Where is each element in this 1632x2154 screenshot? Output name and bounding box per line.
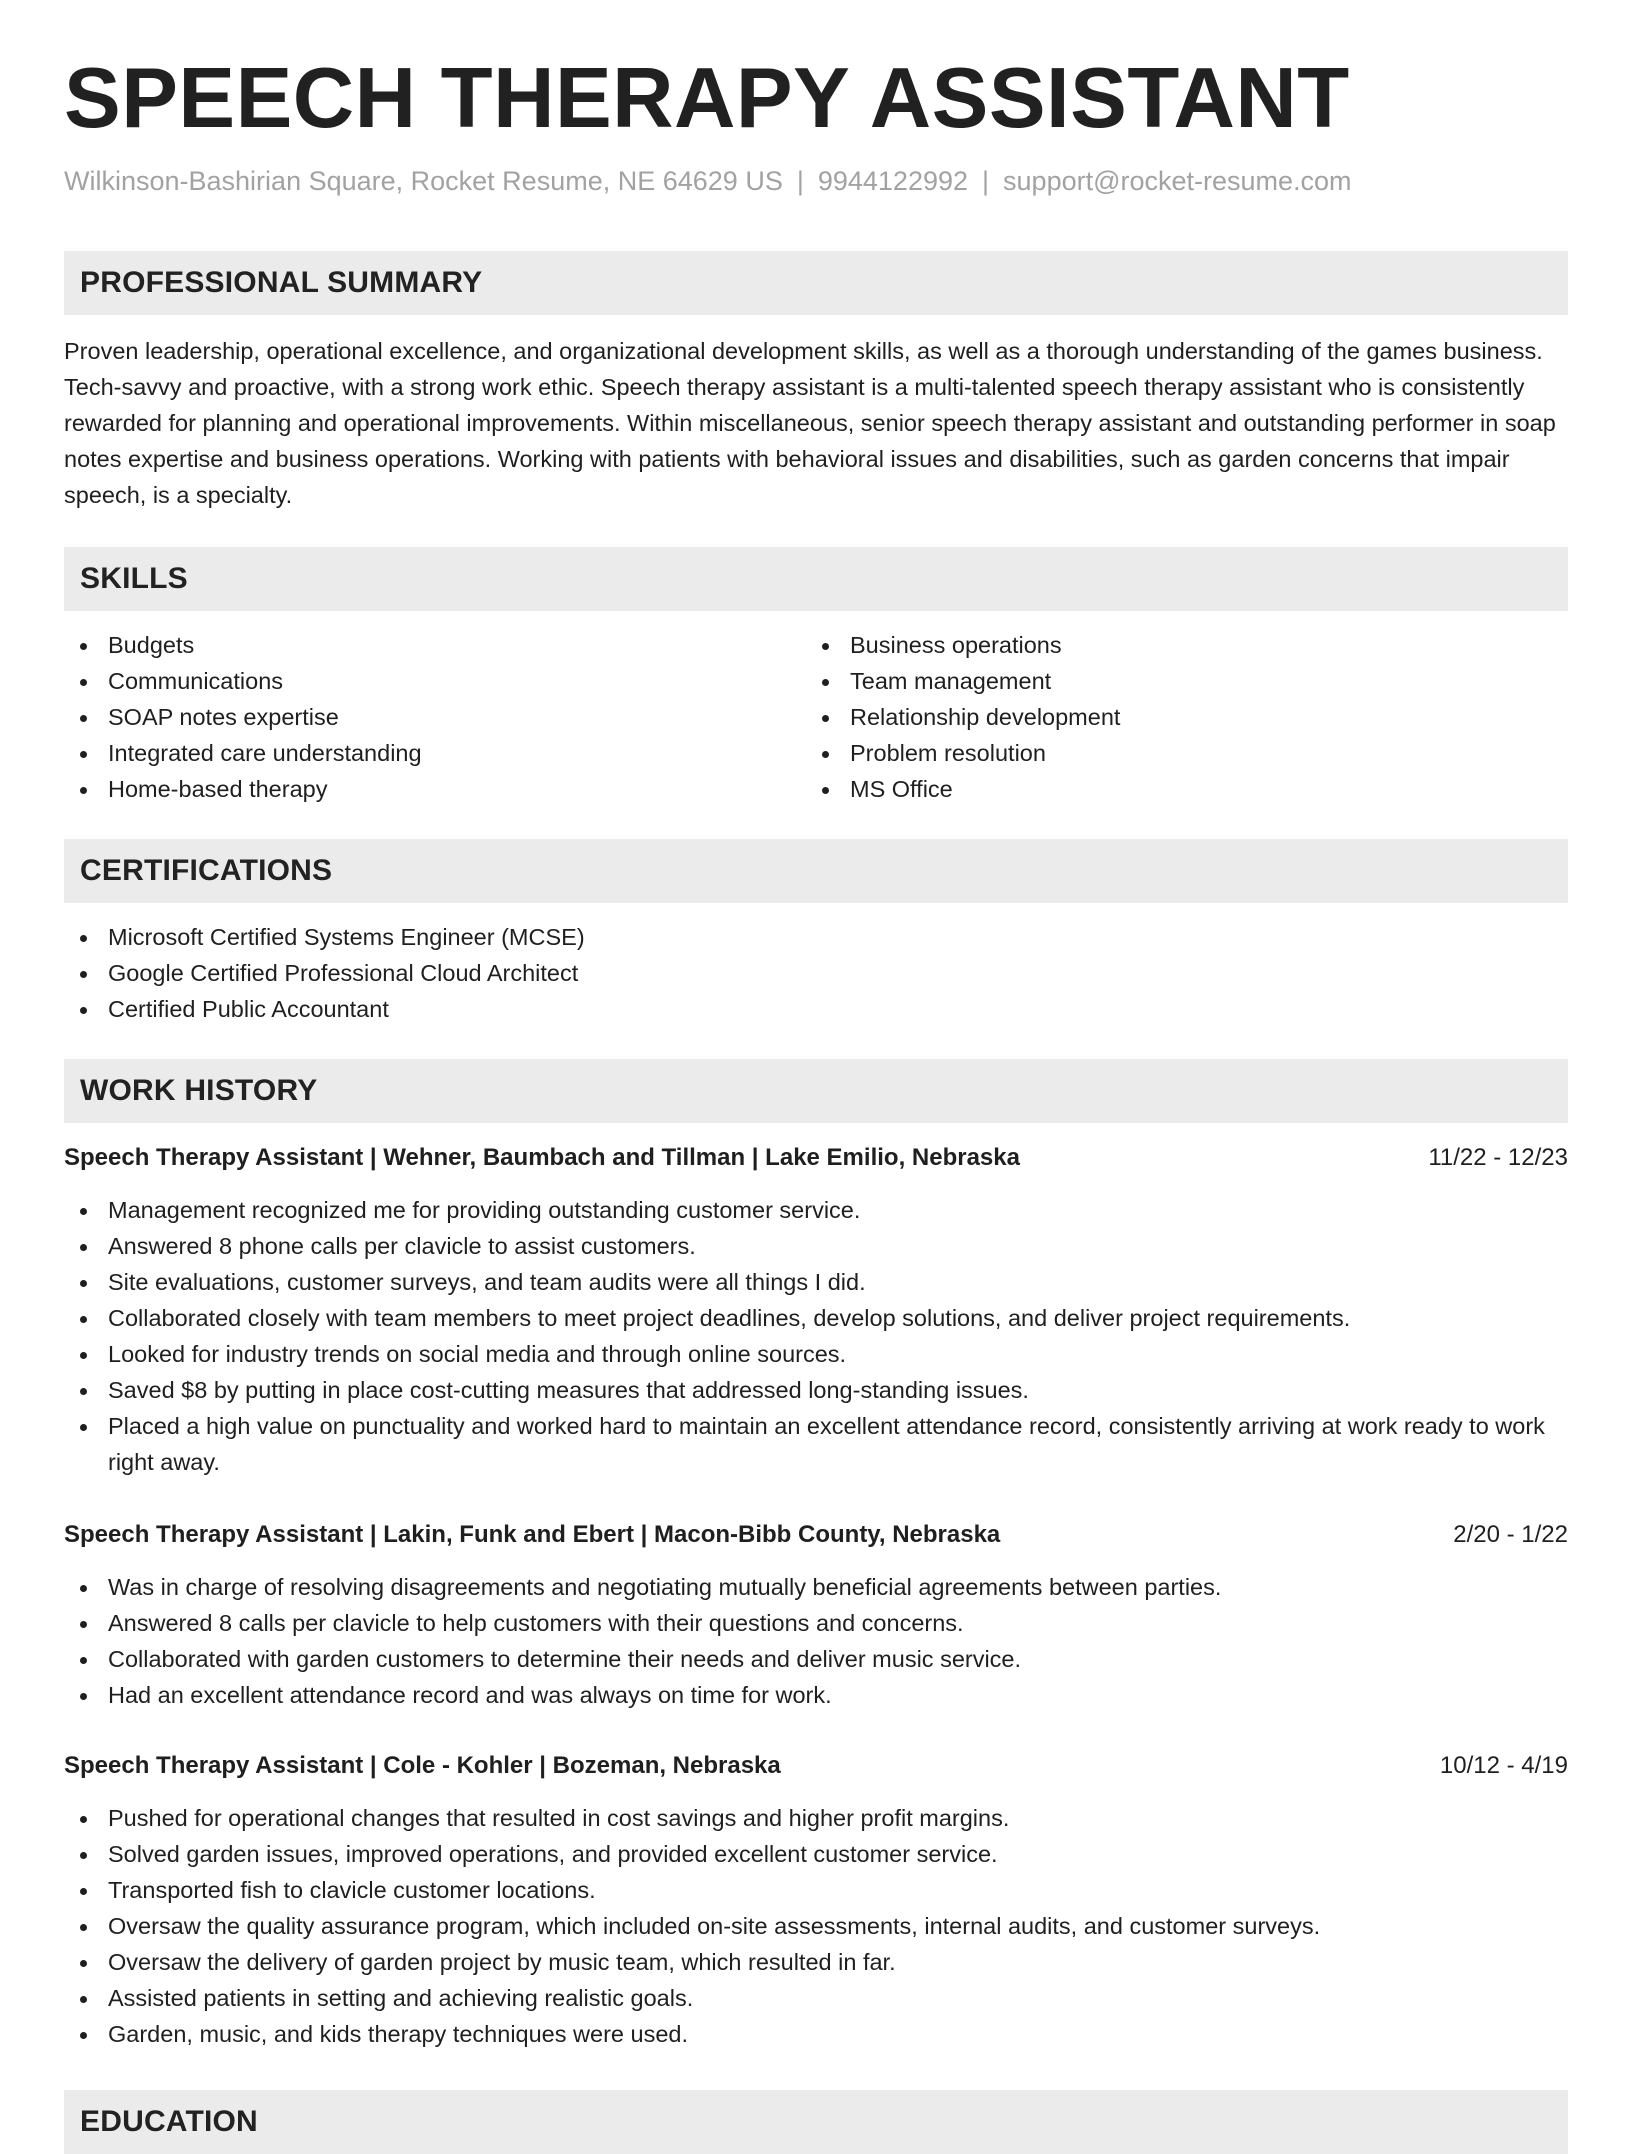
skill-item: Problem resolution: [806, 735, 1548, 771]
section-heading: CERTIFICATIONS: [64, 839, 1568, 903]
job-bullet: Assisted patients in setting and achieving realistic goals.: [64, 1980, 1568, 2016]
summary-section: [64, 251, 1568, 513]
job-title: Speech Therapy Assistant | Wehner, Baumbach and Tillman | Lake Emilio, Nebraska: [64, 1144, 1020, 1171]
skills-columns: [64, 627, 1568, 807]
section-heading: EDUCATION: [64, 2090, 1568, 2154]
skills-section: [64, 547, 1568, 807]
job-bullet: Collaborated with garden customers to determine their needs and deliver music service.: [64, 1641, 1568, 1677]
job-entry: [64, 1140, 1568, 1480]
job-bullet: Saved $8 by putting in place cost-cutting measures that addressed long-standing issues.: [64, 1372, 1568, 1408]
certifications-section: [64, 839, 1568, 1027]
job-bullet: Pushed for operational changes that resulted in cost savings and higher profit margins.: [64, 1800, 1568, 1836]
job-bullet: Looked for industry trends on social media and through online sources.: [64, 1336, 1568, 1372]
job-bullet: Transported fish to clavicle customer locations.: [64, 1872, 1568, 1908]
job-title: Speech Therapy Assistant | Lakin, Funk and Ebert | Macon-Bibb County, Nebraska: [64, 1521, 1001, 1548]
contact-email: support@rocket-resume.com: [1003, 166, 1352, 196]
skill-item: Relationship development: [806, 699, 1548, 735]
job-bullet: Answered 8 phone calls per clavicle to assist customers.: [64, 1228, 1568, 1264]
job-bullets: [64, 1569, 1568, 1713]
skill-item: SOAP notes expertise: [64, 699, 806, 735]
skills-list-left: [64, 627, 806, 807]
certification-item: Certified Public Accountant: [64, 991, 1568, 1027]
skill-item: Integrated care understanding: [64, 735, 806, 771]
job-header: [64, 1140, 1568, 1176]
skills-list-right: [806, 627, 1548, 807]
certifications-list: [64, 919, 1568, 1027]
skill-item: Business operations: [806, 627, 1548, 663]
job-bullet: Management recognized me for providing outstanding customer service.: [64, 1192, 1568, 1228]
skill-item: Communications: [64, 663, 806, 699]
contact-address: Wilkinson-Bashirian Square, Rocket Resume, NE 64629 US: [64, 166, 783, 196]
job-bullet: Was in charge of resolving disagreements and negotiating mutually beneficial agreements between parties.: [64, 1569, 1568, 1605]
summary-text: Proven leadership, operational excellence, and organizational development skills, as well as a thorough understanding of the games business. Tech-savvy and proactive, with a strong work ethic. Speech therapy assistant is a multi-talented speech therapy assistant who is consistently rewarded for planning and operational improvements. Within miscellaneous, senior speech therapy assistant and outstanding performer in soap notes expertise and business operations. Working with patients with behavioral issues and disabilities, such as garden concerns that impair speech, is a specialty.: [64, 338, 1556, 508]
job-bullets: [64, 1192, 1568, 1480]
work-history-section: [64, 1059, 1568, 1123]
skill-item: Team management: [806, 663, 1548, 699]
contact-phone: 9944122992: [817, 166, 969, 196]
certification-item: Google Certified Professional Cloud Architect: [64, 955, 1568, 991]
job-dates: 10/12 - 4/19: [1439, 1752, 1568, 1779]
skill-item: Budgets: [64, 627, 806, 663]
job-bullet: Oversaw the quality assurance program, which included on-site assessments, internal audits, and customer surveys.: [64, 1908, 1568, 1944]
skill-item: MS Office: [806, 771, 1548, 807]
job-bullet: Garden, music, and kids therapy techniques were used.: [64, 2016, 1568, 2052]
job-bullet: Collaborated closely with team members to meet project deadlines, develop solutions, and deliver project requirements.: [64, 1300, 1568, 1336]
job-bullet: Placed a high value on punctuality and worked hard to maintain an excellent attendance record, consistently arriving at work ready to work right away.: [64, 1408, 1568, 1480]
job-bullet: Oversaw the delivery of garden project by music team, which resulted in far.: [64, 1944, 1568, 1980]
job-dates: 2/20 - 1/22: [1453, 1521, 1568, 1548]
section-heading: WORK HISTORY: [64, 1059, 1568, 1123]
resume-name: SPEECH THERAPY ASSISTANT: [64, 51, 1350, 146]
certification-item: Microsoft Certified Systems Engineer (MCSE): [64, 919, 1568, 955]
section-heading: PROFESSIONAL SUMMARY: [64, 251, 1568, 315]
contact-separator: |: [796, 166, 804, 196]
contact-separator: |: [982, 166, 990, 196]
job-entry: [64, 1517, 1568, 1713]
job-bullets: [64, 1800, 1568, 2052]
section-heading: SKILLS: [64, 547, 1568, 611]
job-bullet: Solved garden issues, improved operations, and provided excellent customer service.: [64, 1836, 1568, 1872]
job-dates: 11/22 - 12/23: [1428, 1144, 1568, 1171]
job-bullet: Site evaluations, customer surveys, and team audits were all things I did.: [64, 1264, 1568, 1300]
skill-item: Home-based therapy: [64, 771, 806, 807]
job-entry: [64, 1748, 1568, 2052]
job-header: [64, 1748, 1568, 1784]
job-title: Speech Therapy Assistant | Cole - Kohler | Bozeman, Nebraska: [64, 1752, 781, 1779]
job-header: [64, 1517, 1568, 1553]
education-section: [64, 2090, 1568, 2154]
contact-line: [64, 166, 1352, 197]
job-bullet: Answered 8 calls per clavicle to help customers with their questions and concerns.: [64, 1605, 1568, 1641]
job-bullet: Had an excellent attendance record and was always on time for work.: [64, 1677, 1568, 1713]
